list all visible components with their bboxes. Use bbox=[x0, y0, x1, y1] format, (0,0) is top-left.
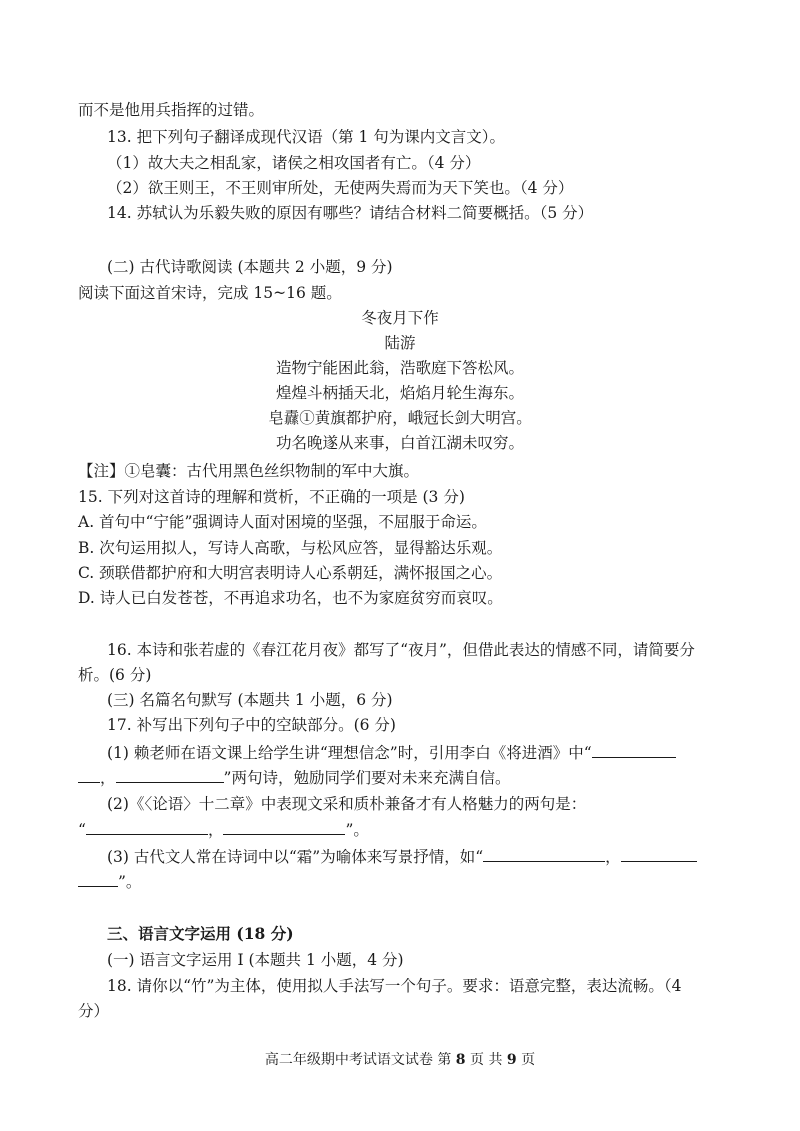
question-17-item-1 bbox=[107, 742, 676, 763]
question-16-continued: 析。(6 分) bbox=[78, 666, 152, 684]
question-17: 17. 补写出下列句子中的空缺部分。(6 分) bbox=[107, 716, 396, 734]
answer-blank[interactable] bbox=[592, 742, 676, 758]
open-quote: “ bbox=[78, 821, 86, 839]
option-c: C. 颈联借都护府和大明宫表明诗人心系朝廷，满怀报国之心。 bbox=[78, 564, 503, 582]
question-17-item-1-text: (1) 赖老师在语文课上给学生讲“理想信念”时，引用李白《将进酒》中“ bbox=[107, 744, 592, 762]
question-17-item-1-continued bbox=[78, 767, 510, 788]
answer-blank[interactable] bbox=[86, 819, 208, 835]
option-a: A. 首句中“宁能”强调诗人面对困境的坚强，不屈服于命运。 bbox=[78, 513, 487, 531]
close-quote: ”。 bbox=[345, 821, 369, 839]
question-17-item-1-tail: ”两句诗，勉励同学们要对未来充满自信。 bbox=[223, 769, 511, 787]
page-footer bbox=[0, 1051, 800, 1069]
poem-line: 皂纛①黄旗都护府，峨冠长剑大明宫。 bbox=[268, 409, 532, 427]
poem-line: 煌煌斗柄插天北，焰焰月轮生海东。 bbox=[275, 384, 524, 402]
answer-blank[interactable] bbox=[223, 819, 345, 835]
page-number: 8 bbox=[455, 1052, 466, 1068]
question-15: 15. 下列对这首诗的理解和赏析，不正确的一项是 (3 分) bbox=[78, 488, 465, 506]
section-language-use-heading: (一) 语言文字运用 Ⅰ (本题共 1 小题，4 分) bbox=[107, 951, 404, 969]
option-d: D. 诗人已白发苍苍，不再追求功名，也不为家庭贫穷而哀叹。 bbox=[78, 589, 503, 607]
question-17-item-3 bbox=[107, 846, 697, 867]
answer-blank[interactable] bbox=[78, 871, 118, 887]
poem-title: 冬夜月下作 bbox=[361, 309, 439, 327]
poem-line: 功名晚遂从来事，白首江湖未叹穷。 bbox=[275, 434, 524, 452]
poem-note: 【注】①皂囊：古代用黑色丝织物制的军中大旗。 bbox=[78, 462, 420, 480]
section-poetry-heading: (二) 古代诗歌阅读 (本题共 2 小题，9 分) bbox=[107, 258, 393, 276]
answer-blank[interactable] bbox=[621, 846, 697, 862]
option-b: B. 次句运用拟人，写诗人高歌，与松风应答，显得豁达乐观。 bbox=[78, 539, 503, 557]
footer-prefix: 高二年级期中考试语文试卷 第 bbox=[264, 1052, 452, 1068]
question-17-item-2-answer bbox=[78, 819, 369, 840]
question-13-item-2: （2）欲王则王，不王则审所处，无使两失焉而为天下笑也。（4 分） bbox=[107, 179, 574, 197]
question-17-item-2: (2)《〈论语〉十二章》中表现文采和质朴兼备才有人格魅力的两句是： bbox=[107, 795, 587, 813]
question-17-item-3-continued bbox=[78, 871, 141, 892]
part-3-heading: 三、语言文字运用 (18 分) bbox=[107, 924, 294, 943]
poem-author: 陆游 bbox=[384, 334, 416, 352]
comma: ， bbox=[605, 848, 621, 866]
comma: ， bbox=[100, 769, 116, 787]
footer-suffix: 页 bbox=[521, 1052, 536, 1068]
question-17-item-3-text: (3) 古代文人常在诗词中以“霜”为喻体来写景抒情，如“ bbox=[107, 848, 484, 866]
question-16: 16. 本诗和张若虚的《春江花月夜》都写了“夜月”，但借此表达的情感不同，请简要分 bbox=[107, 641, 695, 659]
question-18: 18. 请你以“竹”为主体，使用拟人手法写一个句子。要求：语意完整，表达流畅。（4 bbox=[107, 977, 682, 995]
answer-blank[interactable] bbox=[116, 767, 224, 783]
question-14: 14. 苏轼认为乐毅失败的原因有哪些？请结合材料二简要概括。（5 分） bbox=[107, 204, 594, 222]
poem-line: 造物宁能困此翁，浩歌庭下答松风。 bbox=[275, 359, 524, 377]
answer-blank[interactable] bbox=[483, 846, 605, 862]
question-13: 13. 把下列句子翻译成现代汉语（第 1 句为课内文言文）。 bbox=[107, 128, 506, 146]
poetry-instruction: 阅读下面这首宋诗，完成 15~16 题。 bbox=[78, 284, 342, 302]
comma: ， bbox=[207, 821, 224, 839]
total-pages: 9 bbox=[506, 1052, 517, 1068]
close-quote: ”。 bbox=[118, 873, 142, 891]
question-13-item-1: （1）故大夫之相乱家，诸侯之相攻国者有亡。（4 分） bbox=[107, 154, 481, 172]
answer-blank[interactable] bbox=[78, 767, 100, 783]
section-dictation-heading: (三) 名篇名句默写 (本题共 1 小题，6 分) bbox=[107, 691, 393, 709]
question-18-continued: 分） bbox=[78, 1002, 110, 1020]
footer-mid: 页 共 bbox=[470, 1052, 503, 1068]
continuation-line: 而不是他用兵指挥的过错。 bbox=[78, 101, 265, 119]
